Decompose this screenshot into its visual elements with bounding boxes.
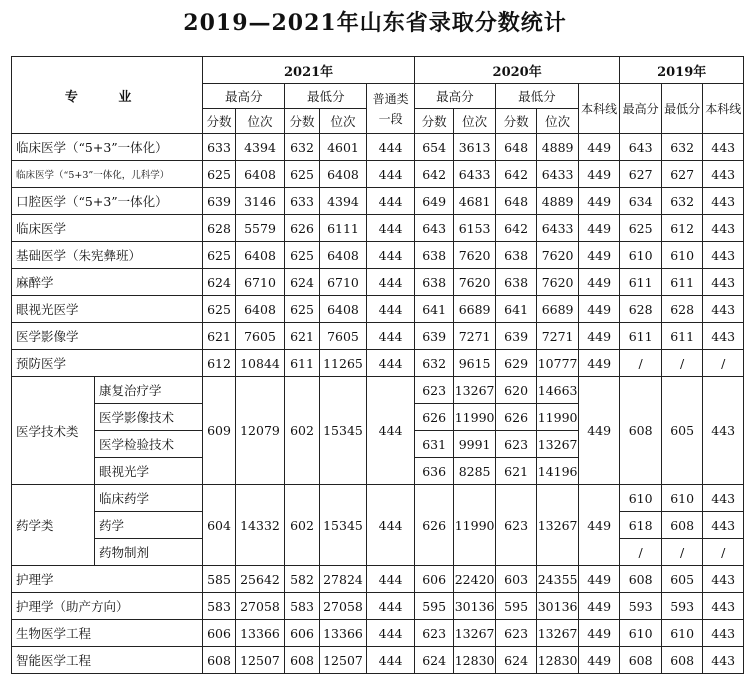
table-cell: 6689 [537, 296, 579, 323]
table-cell: 621 [285, 323, 319, 350]
table-cell: 623 [495, 431, 537, 458]
table-row [12, 269, 744, 296]
group-name: 医学技术类 [12, 377, 95, 485]
table-cell: 632 [414, 350, 453, 377]
table-cell: 608 [620, 647, 662, 674]
table-cell: 27058 [235, 593, 285, 620]
table-cell: 449 [578, 215, 620, 242]
major-name: 护理学（助产方向） [12, 593, 203, 620]
table-cell: 444 [367, 242, 415, 269]
table-cell: 625 [203, 242, 235, 269]
table-cell: 444 [367, 269, 415, 296]
table-cell: 12507 [235, 647, 285, 674]
table-cell: 3613 [454, 134, 496, 161]
table-header [12, 57, 744, 134]
table-cell: 443 [703, 620, 744, 647]
table-cell: 602 [285, 377, 319, 485]
score-header: 分数 [285, 109, 319, 134]
table-cell: 449 [578, 350, 620, 377]
table-row [12, 323, 744, 350]
table-cell: 4394 [319, 188, 367, 215]
table-cell: 14663 [537, 377, 579, 404]
table-cell: 444 [367, 188, 415, 215]
sub-major-name: 医学影像技术 [95, 404, 203, 431]
table-cell: 627 [661, 161, 703, 188]
table-cell: 444 [367, 161, 415, 188]
table-cell: 449 [578, 566, 620, 593]
table-cell: 634 [620, 188, 662, 215]
table-cell: 7605 [319, 323, 367, 350]
table-cell: 6408 [319, 161, 367, 188]
table-cell: 449 [578, 269, 620, 296]
table-cell: 9615 [454, 350, 496, 377]
table-cell: 449 [578, 620, 620, 647]
table-cell: 583 [203, 593, 235, 620]
table-cell: 6710 [319, 269, 367, 296]
table-cell: 6111 [319, 215, 367, 242]
table-cell: 583 [285, 593, 319, 620]
table-cell: 12830 [454, 647, 496, 674]
table-cell: 6408 [235, 242, 285, 269]
table-cell: 3146 [235, 188, 285, 215]
table-cell: 30136 [454, 593, 496, 620]
table-cell: 626 [414, 404, 453, 431]
table-cell: 449 [578, 323, 620, 350]
table-cell: 604 [203, 485, 235, 566]
table-cell: 15345 [319, 485, 367, 566]
table-cell: 621 [203, 323, 235, 350]
table-cell: 6408 [319, 242, 367, 269]
table-cell: 629 [495, 350, 537, 377]
table-cell: 30136 [537, 593, 579, 620]
table-cell: 641 [495, 296, 537, 323]
table-cell: 13267 [537, 431, 579, 458]
table-cell: 648 [495, 188, 537, 215]
table-cell: 639 [495, 323, 537, 350]
sub-major-name: 医学检验技术 [95, 431, 203, 458]
table-row [12, 647, 744, 674]
table-cell: 608 [661, 647, 703, 674]
table-cell: 444 [367, 593, 415, 620]
table-cell: 638 [495, 242, 537, 269]
table-cell: 449 [578, 134, 620, 161]
table-cell: 654 [414, 134, 453, 161]
table-cell: 628 [620, 296, 662, 323]
table-cell: 4889 [537, 134, 579, 161]
score-header: 分数 [203, 109, 235, 134]
table-cell: 11990 [454, 485, 496, 566]
table-cell: 6408 [319, 296, 367, 323]
table-row [12, 620, 744, 647]
table-cell: 608 [203, 647, 235, 674]
table-cell: 623 [495, 485, 537, 566]
table-cell: 648 [495, 134, 537, 161]
table-row [12, 485, 744, 512]
table-body [12, 134, 744, 674]
table-cell: 632 [661, 134, 703, 161]
table-cell: 625 [203, 161, 235, 188]
table-cell: 611 [661, 269, 703, 296]
table-cell: 6689 [454, 296, 496, 323]
sub-major-name: 康复治疗学 [95, 377, 203, 404]
table-cell: 632 [285, 134, 319, 161]
table-cell: 443 [703, 296, 744, 323]
table-row [12, 215, 744, 242]
table-cell: 7620 [537, 269, 579, 296]
table-cell: 444 [367, 377, 415, 485]
year-2020-header: 2020年 [414, 57, 620, 84]
major-header: 专 业 [12, 57, 203, 134]
table-cell: 611 [620, 269, 662, 296]
min-score-header: 最低分 [661, 84, 703, 134]
table-cell: 625 [203, 296, 235, 323]
rank-header: 位次 [537, 109, 579, 134]
table-cell: 449 [578, 593, 620, 620]
table-cell: 593 [661, 593, 703, 620]
score-header: 分数 [495, 109, 537, 134]
table-cell: 449 [578, 242, 620, 269]
table-cell: 443 [703, 512, 744, 539]
table-cell: 444 [367, 485, 415, 566]
table-cell: 643 [414, 215, 453, 242]
table-cell: 6433 [537, 161, 579, 188]
table-cell: 449 [578, 377, 620, 485]
table-cell: 27824 [319, 566, 367, 593]
table-cell: 11990 [454, 404, 496, 431]
table-cell: 6433 [537, 215, 579, 242]
table-cell: 449 [578, 647, 620, 674]
table-cell: 13366 [319, 620, 367, 647]
table-cell: 14332 [235, 485, 285, 566]
table-cell: / [703, 539, 744, 566]
table-cell: / [620, 539, 662, 566]
table-cell: 14196 [537, 458, 579, 485]
table-cell: 606 [203, 620, 235, 647]
sub-major-name: 药学 [95, 512, 203, 539]
table-cell: 25642 [235, 566, 285, 593]
table-cell: 602 [285, 485, 319, 566]
table-cell: 623 [414, 620, 453, 647]
table-cell: 444 [367, 647, 415, 674]
table-cell: 624 [203, 269, 235, 296]
table-cell: 6153 [454, 215, 496, 242]
table-cell: 9991 [454, 431, 496, 458]
table-cell: 606 [414, 566, 453, 593]
major-name: 预防医学 [12, 350, 203, 377]
table-cell: 642 [495, 161, 537, 188]
table-cell: 582 [285, 566, 319, 593]
table-cell: 443 [703, 188, 744, 215]
table-row [12, 377, 744, 404]
sub-major-name: 临床药学 [95, 485, 203, 512]
year-2019-header: 2019年 [620, 57, 744, 84]
table-cell: 643 [620, 134, 662, 161]
major-name: 医学影像学 [12, 323, 203, 350]
table-cell: 449 [578, 188, 620, 215]
table-cell: 444 [367, 620, 415, 647]
table-cell: 593 [620, 593, 662, 620]
table-cell: 623 [414, 377, 453, 404]
table-cell: 449 [578, 161, 620, 188]
table-cell: 611 [661, 323, 703, 350]
table-cell: 608 [661, 512, 703, 539]
table-cell: 443 [703, 647, 744, 674]
table-cell: 610 [620, 620, 662, 647]
table-cell: 7605 [235, 323, 285, 350]
table-row [12, 593, 744, 620]
table-cell: 626 [495, 404, 537, 431]
table-cell: 610 [661, 242, 703, 269]
table-row [12, 188, 744, 215]
table-cell: 5579 [235, 215, 285, 242]
sub-major-name: 眼视光学 [95, 458, 203, 485]
min-score-header: 最低分 [495, 84, 578, 109]
table-cell: 628 [661, 296, 703, 323]
table-cell: 585 [203, 566, 235, 593]
baseline-header: 普通类一段 [367, 84, 415, 134]
table-row [12, 242, 744, 269]
table-cell: 639 [203, 188, 235, 215]
table-cell: 444 [367, 215, 415, 242]
table-cell: 603 [495, 566, 537, 593]
table-cell: 649 [414, 188, 453, 215]
table-cell: 444 [367, 566, 415, 593]
table-cell: 7620 [537, 242, 579, 269]
table-cell: 625 [620, 215, 662, 242]
table-cell: 624 [414, 647, 453, 674]
table-cell: 443 [703, 377, 744, 485]
major-name: 生物医学工程 [12, 620, 203, 647]
table-cell: 611 [285, 350, 319, 377]
table-cell: 626 [414, 485, 453, 566]
major-name: 基础医学（朱宪彝班） [12, 242, 203, 269]
table-cell: 13366 [235, 620, 285, 647]
table-cell: / [703, 350, 744, 377]
table-cell: 612 [661, 215, 703, 242]
table-cell: 612 [203, 350, 235, 377]
major-name: 智能医学工程 [12, 647, 203, 674]
table-cell: 626 [285, 215, 319, 242]
table-cell: / [620, 350, 662, 377]
table-cell: 7620 [454, 242, 496, 269]
table-cell: 608 [285, 647, 319, 674]
table-cell: 11265 [319, 350, 367, 377]
table-cell: 444 [367, 296, 415, 323]
table-cell: 443 [703, 134, 744, 161]
table-cell: 625 [285, 161, 319, 188]
table-cell: 628 [203, 215, 235, 242]
table-cell: 13267 [454, 620, 496, 647]
table-cell: 624 [495, 647, 537, 674]
rank-header: 位次 [235, 109, 285, 134]
rank-header: 位次 [454, 109, 496, 134]
table-row [12, 350, 744, 377]
table-row [12, 161, 744, 188]
major-name: 临床医学 [12, 215, 203, 242]
table-cell: 605 [661, 566, 703, 593]
table-cell: 6433 [454, 161, 496, 188]
table-cell: 8285 [454, 458, 496, 485]
table-cell: 632 [661, 188, 703, 215]
score-header: 分数 [414, 109, 453, 134]
table-cell: 620 [495, 377, 537, 404]
benke-header: 本科线 [578, 84, 620, 134]
table-cell: 595 [495, 593, 537, 620]
table-cell: 12507 [319, 647, 367, 674]
table-cell: 608 [620, 377, 662, 485]
table-cell: 15345 [319, 377, 367, 485]
table-cell: 638 [414, 242, 453, 269]
table-cell: 639 [414, 323, 453, 350]
table-cell: 444 [367, 134, 415, 161]
table-cell: 13267 [537, 485, 579, 566]
table-cell: 631 [414, 431, 453, 458]
major-name: 口腔医学（“5+3”一体化） [12, 188, 203, 215]
table-cell: 610 [620, 242, 662, 269]
table-cell: / [661, 539, 703, 566]
table-cell: 638 [495, 269, 537, 296]
table-row [12, 134, 744, 161]
major-name: 临床医学（“5+3”一体化） [12, 134, 203, 161]
table-cell: 633 [203, 134, 235, 161]
table-cell: 22420 [454, 566, 496, 593]
table-cell: 6710 [235, 269, 285, 296]
table-cell: 11990 [537, 404, 579, 431]
table-cell: 449 [578, 296, 620, 323]
table-cell: 443 [703, 161, 744, 188]
table-cell: 642 [414, 161, 453, 188]
table-cell: 443 [703, 269, 744, 296]
table-cell: 609 [203, 377, 235, 485]
table-cell: 608 [620, 566, 662, 593]
table-cell: 621 [495, 458, 537, 485]
table-cell: 4889 [537, 188, 579, 215]
table-cell: 636 [414, 458, 453, 485]
table-cell: 641 [414, 296, 453, 323]
table-cell: 625 [285, 296, 319, 323]
admission-score-table [11, 56, 744, 674]
table-cell: 623 [495, 620, 537, 647]
table-cell: 7271 [537, 323, 579, 350]
table-cell: 610 [620, 485, 662, 512]
table-cell: 610 [661, 485, 703, 512]
max-score-header: 最高分 [620, 84, 662, 134]
table-cell: 24355 [537, 566, 579, 593]
table-cell: 12079 [235, 377, 285, 485]
table-cell: 638 [414, 269, 453, 296]
major-name: 护理学 [12, 566, 203, 593]
table-cell: 449 [578, 485, 620, 566]
table-cell: 7620 [454, 269, 496, 296]
table-cell: 4681 [454, 188, 496, 215]
table-row [12, 296, 744, 323]
year-2021-header: 2021年 [203, 57, 415, 84]
table-cell: 4601 [319, 134, 367, 161]
table-cell: / [661, 350, 703, 377]
table-row [12, 566, 744, 593]
group-name: 药学类 [12, 485, 95, 566]
table-cell: 642 [495, 215, 537, 242]
min-score-header: 最低分 [285, 84, 367, 109]
table-cell: 27058 [319, 593, 367, 620]
table-cell: 13267 [537, 620, 579, 647]
table-cell: 444 [367, 323, 415, 350]
table-cell: 444 [367, 350, 415, 377]
table-cell: 606 [285, 620, 319, 647]
table-cell: 624 [285, 269, 319, 296]
sub-major-name: 药物制剂 [95, 539, 203, 566]
max-score-header: 最高分 [203, 84, 285, 109]
table-cell: 611 [620, 323, 662, 350]
table-cell: 618 [620, 512, 662, 539]
table-cell: 6408 [235, 296, 285, 323]
major-name: 麻醉学 [12, 269, 203, 296]
table-cell: 443 [703, 485, 744, 512]
table-cell: 595 [414, 593, 453, 620]
rank-header: 位次 [319, 109, 367, 134]
max-score-header: 最高分 [414, 84, 495, 109]
table-cell: 6408 [235, 161, 285, 188]
table-cell: 443 [703, 242, 744, 269]
table-cell: 4394 [235, 134, 285, 161]
table-cell: 12830 [537, 647, 579, 674]
page-title: 2019—2021年山东省录取分数统计 [183, 10, 567, 36]
table-cell: 625 [285, 242, 319, 269]
table-cell: 627 [620, 161, 662, 188]
table-cell: 10844 [235, 350, 285, 377]
table-cell: 443 [703, 566, 744, 593]
table-cell: 610 [661, 620, 703, 647]
major-name: 眼视光医学 [12, 296, 203, 323]
table-cell: 633 [285, 188, 319, 215]
benke-header: 本科线 [703, 84, 744, 134]
table-cell: 443 [703, 323, 744, 350]
table-cell: 13267 [454, 377, 496, 404]
table-cell: 443 [703, 215, 744, 242]
major-name: 临床医学（“5+3”一体化，儿科学） [12, 161, 203, 188]
table-cell: 7271 [454, 323, 496, 350]
table-cell: 605 [661, 377, 703, 485]
table-cell: 10777 [537, 350, 579, 377]
table-cell: 443 [703, 593, 744, 620]
